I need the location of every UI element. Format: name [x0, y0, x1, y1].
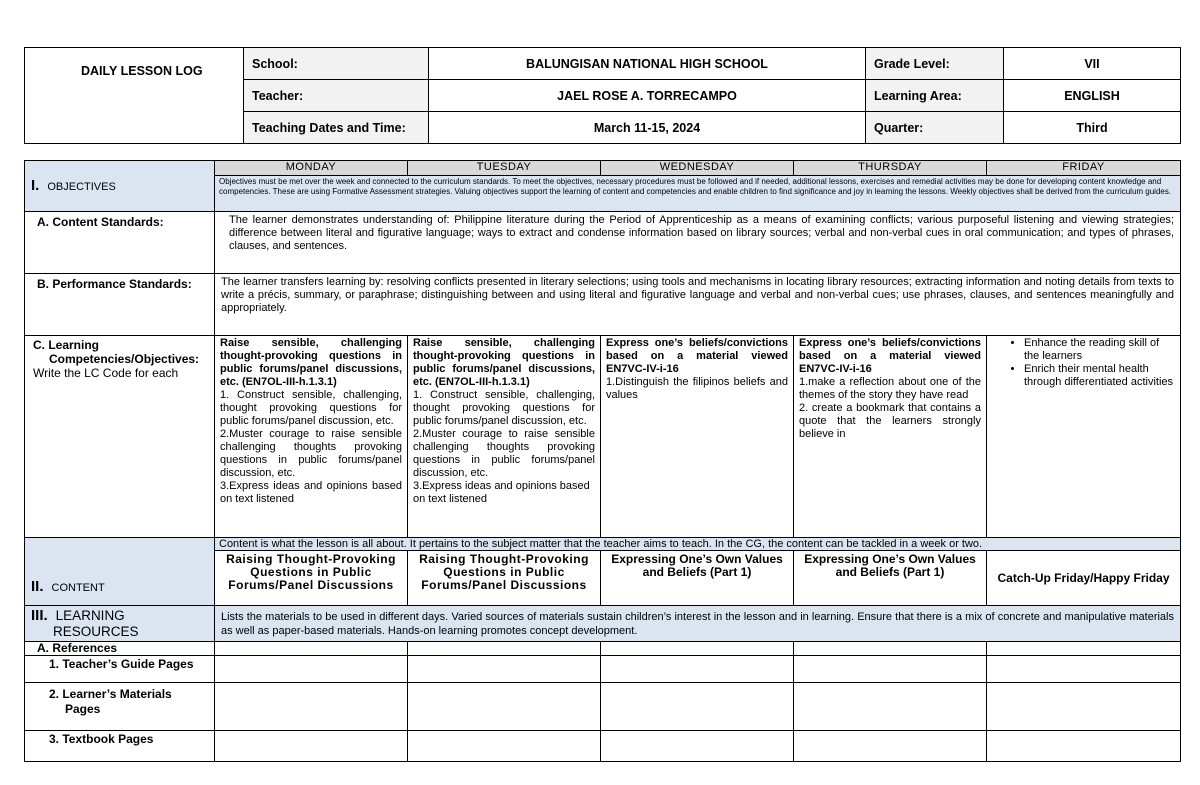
competencies-tuesday	[408, 336, 601, 538]
thursday-item-1: 1.make a reflection about one of the themes of the story they have read	[799, 376, 981, 401]
resources-number: III.	[31, 607, 48, 624]
learning-area-label: Learning Area:	[866, 80, 1004, 112]
friday-bullet-1: • Enhance the reading skill of the learners	[1024, 337, 1175, 363]
tuesday-competency-head: Raise sensible, challenging thought-provoking questions in public forums/panel discussions, etc. (EN7OL-III-h.1.3.1)	[413, 337, 595, 388]
content-heading	[25, 538, 215, 606]
content-title: CONTENT	[51, 582, 105, 594]
competencies-monday	[215, 336, 408, 538]
teachers-guide-friday	[987, 656, 1181, 683]
monday-item-1: 1. Construct sensible, challenging, thought provoking questions for public forums/panel discussion, etc.	[220, 389, 402, 427]
day-friday: FRIDAY	[987, 161, 1181, 176]
day-thursday: THURSDAY	[794, 161, 987, 176]
document-title: DAILY LESSON LOG	[25, 48, 244, 144]
grade-level-label: Grade Level:	[866, 48, 1004, 80]
teachers-guide-thursday	[794, 656, 987, 683]
monday-competency-head: Raise sensible, challenging thought-provoking questions in public forums/panel discussions, etc. (EN7OL-III-h.1.3.1)	[220, 337, 402, 388]
teachers-guide-wednesday	[601, 656, 794, 683]
references-label: A. References	[25, 642, 215, 656]
performance-standards-label: B. Performance Standards:	[25, 274, 215, 336]
references-thursday	[794, 642, 987, 656]
content-wednesday: Expressing One’s Own Values and Beliefs (Part 1)	[601, 551, 794, 606]
content-note: Content is what the lesson is all about. It pertains to the subject matter that the teacher aims to teach. In the CG, the content can be tackled in a week or two.	[215, 538, 1181, 551]
grade-level-value: VII	[1004, 48, 1181, 80]
learners-materials-friday	[987, 683, 1181, 731]
textbook-label: 3. Textbook Pages	[25, 731, 215, 762]
thursday-item-2: 2. create a bookmark that contains a quote that the learners strongly believe in	[799, 402, 981, 440]
references-friday	[987, 642, 1181, 656]
learners-materials-wednesday	[601, 683, 794, 731]
wednesday-item-1: 1.Distinguish the filipinos beliefs and values	[606, 376, 788, 401]
references-monday	[215, 642, 408, 656]
competencies-label-line1: C. Learning	[33, 338, 100, 352]
thursday-competency-head: Express one’s beliefs/convictions based on a material viewed EN7VC-IV-i-16	[799, 337, 981, 375]
learners-materials-line1: 2. Learner’s Materials	[49, 687, 172, 701]
teachers-guide-tuesday	[408, 656, 601, 683]
tuesday-item-2: 2.Muster courage to raise sensible challenging thoughts provoking questions in public forums/panel discussion, etc.	[413, 428, 595, 479]
teacher-label: Teacher:	[244, 80, 429, 112]
textbook-wednesday	[601, 731, 794, 762]
objectives-note: Objectives must be met over the week and connected to the curriculum standards. To meet the objectives, necessary procedures must be followed and if needed, additional lessons, exercises and remedial activities may be done for developing content knowledge and competencies. These are using Formative Assessment strategies. Valuing objectives support the learning of content and competencies and enable children to find significance and joy in learning the lessons. Weekly objectives shall be derived from the curriculum guides.	[215, 176, 1181, 212]
teaching-dates-label: Teaching Dates and Time:	[244, 112, 429, 144]
day-tuesday: TUESDAY	[408, 161, 601, 176]
textbook-tuesday	[408, 731, 601, 762]
school-label: School:	[244, 48, 429, 80]
textbook-monday	[215, 731, 408, 762]
resources-heading	[25, 606, 215, 642]
competencies-label-line2: Competencies/Objectives:	[49, 352, 200, 366]
textbook-friday	[987, 731, 1181, 762]
references-wednesday	[601, 642, 794, 656]
content-number: II.	[31, 578, 44, 595]
school-value: BALUNGISAN NATIONAL HIGH SCHOOL	[429, 48, 866, 80]
resources-title-line2: RESOURCES	[53, 624, 139, 639]
performance-standards-text: The learner transfers learning by: resolving conflicts presented in literary selections; using tools and mechanisms in locating library resources; extracting information and noting details from texts to write a précis, summary, or paraphrase; distinguishing between and using literal and figurative language and verbal and non-verbal cues; use phrases, clauses, and sentences meaningfully and appropriately.	[215, 274, 1181, 336]
competencies-label-line3: Write the LC Code for each	[33, 366, 179, 380]
content-standards-label: A. Content Standards:	[25, 212, 215, 274]
tuesday-item-3: 3.Express ideas and opinions based on text listened	[413, 480, 590, 505]
learners-materials-line2: Pages	[65, 702, 101, 716]
resources-note: Lists the materials to be used in different days. Varied sources of materials sustain children’s interest in the lesson and in learning. Ensure that there is a mix of concrete and manipulative materials as well as paper-based materials. Hands-on learning promotes concept development.	[215, 606, 1181, 642]
wednesday-competency-head: Express one’s beliefs/convictions based on a material viewed EN7VC-IV-i-16	[606, 337, 788, 375]
friday-bullet-list	[992, 337, 1175, 389]
content-monday: Raising Thought-Provoking Questions in Public Forums/Panel Discussions	[215, 551, 408, 606]
competencies-label	[25, 336, 215, 538]
lesson-log-table	[24, 160, 1181, 762]
header-table	[24, 47, 1181, 144]
objectives-title: OBJECTIVES	[47, 180, 116, 193]
monday-item-3: 3.Express ideas and opinions based on text listened	[220, 480, 402, 505]
competencies-wednesday	[601, 336, 794, 538]
quarter-value: Third	[1004, 112, 1181, 144]
content-tuesday: Raising Thought-Provoking Questions in Public Forums/Panel Discussions	[408, 551, 601, 606]
quarter-label: Quarter:	[866, 112, 1004, 144]
day-monday: MONDAY	[215, 161, 408, 176]
day-wednesday: WEDNESDAY	[601, 161, 794, 176]
textbook-thursday	[794, 731, 987, 762]
teachers-guide-monday	[215, 656, 408, 683]
content-thursday: Expressing One’s Own Values and Beliefs (Part 1)	[794, 551, 987, 606]
competencies-thursday	[794, 336, 987, 538]
learners-materials-thursday	[794, 683, 987, 731]
learners-materials-monday	[215, 683, 408, 731]
teachers-guide-label: 1. Teacher’s Guide Pages	[25, 656, 215, 683]
competencies-friday	[987, 336, 1181, 538]
learning-area-value: ENGLISH	[1004, 80, 1181, 112]
monday-item-2: 2.Muster courage to raise sensible challenging thoughts provoking questions in public forums/panel discussion, etc.	[220, 428, 402, 479]
objectives-number: I.	[31, 176, 40, 194]
learners-materials-tuesday	[408, 683, 601, 731]
content-standards-text: The learner demonstrates understanding of: Philippine literature during the Period of Apprenticeship as a means of examining conflicts; various purposeful listening and viewing strategies; difference between literal and figurative language; ways to extract and condense information based on library sources; verbal and non-verbal cues in oral communication; and types of phrases, clauses, and sentences.	[215, 212, 1181, 274]
teacher-value: JAEL ROSE A. TORRECAMPO	[429, 80, 866, 112]
references-tuesday	[408, 642, 601, 656]
tuesday-item-1: 1. Construct sensible, challenging, thought provoking questions for public forums/panel discussion, etc.	[413, 389, 595, 427]
friday-bullet-2: • Enrich their mental health through differentiated activities	[1024, 363, 1175, 389]
resources-title-line1: LEARNING	[55, 608, 125, 623]
teaching-dates-value: March 11-15, 2024	[429, 112, 866, 144]
objectives-heading	[25, 161, 215, 212]
learners-materials-label	[25, 683, 215, 731]
content-friday: Catch-Up Friday/Happy Friday	[987, 551, 1181, 606]
